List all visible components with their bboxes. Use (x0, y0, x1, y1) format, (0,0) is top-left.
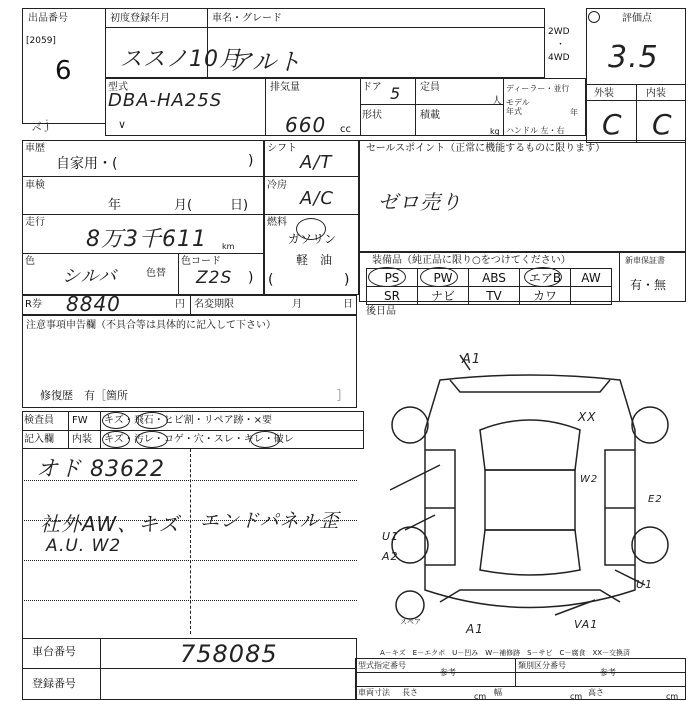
fuel-open: ( (268, 272, 274, 288)
mark-va1: VA1 (574, 618, 599, 631)
equip-empty (571, 287, 612, 305)
sales-points-label: セールスポイント（正常に機能するものに限ります） (366, 143, 606, 154)
fuel-diesel: 軽 油 (296, 253, 333, 267)
divider (190, 295, 191, 315)
divider (22, 176, 264, 177)
chassis-value: 758085 (180, 640, 278, 668)
car-damage-diagram (380, 340, 680, 650)
fw-items: キズ・飛石・ヒビ割・リペア跡・×要 (104, 415, 272, 426)
name-limit-day: 日 (343, 299, 353, 310)
divider (265, 78, 266, 136)
divider (22, 449, 23, 639)
form-label: 形状 (362, 110, 382, 121)
displacement-unit: cc (340, 124, 351, 135)
rear-right-wheel (632, 527, 668, 563)
divider (22, 668, 357, 669)
warranty-label: 新車保証書 (625, 256, 665, 265)
interior-grade: C (652, 108, 673, 141)
rear-window (480, 530, 580, 575)
length-cm: cm (474, 692, 487, 701)
car-body-outline (425, 375, 635, 608)
lot-label: 出品番号 (28, 13, 68, 24)
color-value: シルバ (62, 266, 118, 287)
ac-value: A/C (300, 188, 334, 209)
rating-label: 評価点 (622, 13, 652, 24)
sales-points-value: ゼロ売り (378, 190, 462, 214)
displacement-label: 排気量 (270, 82, 300, 93)
color-change-label: 色替 (146, 268, 166, 279)
color-close: ) (248, 270, 254, 286)
interior-check-label: 内装 (72, 434, 92, 445)
class-num-label: 類別区分番号 (518, 661, 566, 670)
doors-label: ドア (362, 82, 382, 93)
rating-value: 3.5 (608, 40, 659, 75)
inspection-year: 年 (108, 198, 122, 213)
fuel-label: 燃料 (267, 217, 287, 228)
vehicle-dims-label: 車両寸法 (358, 688, 390, 697)
inspection-month: 月( (174, 198, 193, 213)
mileage-unit: km (222, 242, 235, 251)
fw-label: FW (72, 415, 88, 426)
remark-line-3: A.U. W2 (46, 536, 122, 556)
divider (355, 672, 686, 673)
width-label: 幅 (494, 688, 502, 697)
divider (636, 84, 637, 143)
fw-scratch-circle-icon (102, 412, 130, 429)
int-dirt-circle-icon (136, 431, 168, 448)
damage-legend: A－キズ E－エクボ U－凹み W－補修跡 S－サビ C－腐食 XX－交換済 (380, 649, 631, 657)
mark-xx: XX (578, 410, 597, 424)
shift-value: A/T (300, 152, 333, 173)
recycle-label: R券 (25, 299, 42, 310)
front-left-wheel (392, 407, 428, 443)
inspector-label: 検査員 (24, 415, 54, 426)
load-label: 積載 (420, 110, 440, 121)
first-reg-value: ススノ10月 (120, 47, 242, 72)
equipment-label: 装備品（純正品に限り○をつけてください） (372, 255, 571, 266)
mark-w2: W2 (580, 474, 599, 485)
rating-circle-icon (588, 11, 600, 23)
divider (68, 411, 69, 449)
fuel-circle-icon (296, 218, 326, 240)
divider (415, 78, 416, 136)
fuel-close: ) (344, 272, 350, 288)
name-limit-label: 名変期限 (194, 299, 234, 310)
doors-value: 5 (390, 84, 402, 103)
int-scratch-circle-icon (102, 431, 130, 448)
mark-a2: A2 (382, 550, 399, 563)
divider (22, 253, 264, 254)
divider (264, 176, 359, 177)
mark-u1-right: U1 (636, 578, 654, 591)
remark-line-2: 社外AW、キズ (40, 512, 180, 536)
color-code-label: 色コード (181, 256, 221, 267)
lot-scribble: ペ゙ｊ (29, 118, 54, 137)
color-code-value: Z2S (196, 268, 233, 288)
windshield (480, 420, 580, 470)
displacement-value: 660 (285, 113, 327, 137)
notes-label: 注意事項申告欄（不具合等は具体的に記入して下さい） (26, 320, 276, 331)
handle-label: ハンドル 左・右 (506, 126, 565, 135)
model-year-label: モデル 年式 (506, 98, 530, 116)
equip-pw-circle-icon (420, 267, 458, 287)
front-bumper (450, 380, 610, 392)
equip-navi: ナビ (418, 287, 469, 305)
divider (100, 411, 101, 449)
recycle-unit: 円 (175, 299, 185, 310)
equip-leather: カワ (520, 287, 571, 305)
fw-chip-circle-icon (136, 412, 168, 429)
divider (355, 686, 686, 687)
mark-stroke (405, 515, 435, 530)
model-type-label: 型式 (108, 82, 128, 93)
capacity-label: 定員 (420, 82, 440, 93)
roof (485, 470, 575, 530)
divider (22, 214, 264, 215)
divider (503, 78, 504, 136)
exterior-grade: C (602, 108, 623, 141)
repair-label: 修復歴 有［箇所 (40, 389, 128, 402)
length-label: 長さ (402, 688, 418, 697)
model-tick: ∨ (118, 118, 128, 131)
divider (360, 104, 503, 105)
front-right-wheel (632, 407, 668, 443)
name-limit-month: 月 (292, 299, 302, 310)
equip-ps-circle-icon (368, 267, 406, 287)
equip-sr: SR (367, 287, 418, 305)
mark-a1-front: A1 (462, 352, 482, 367)
name-grade-label: 車名・グレード (212, 13, 282, 24)
recycle-value: 8840 (66, 292, 121, 316)
mark-a1-rear: A1 (466, 622, 484, 636)
equip-airbag: エアB (520, 269, 571, 287)
capacity-unit: 人 (492, 96, 502, 107)
drive-4wd: 4WD (548, 53, 570, 63)
divider (105, 27, 545, 28)
height-label: 高さ (588, 688, 604, 697)
interior-label: 内装 (646, 88, 666, 99)
lot-code: [2059] (26, 36, 56, 46)
width-cm: cm (570, 692, 583, 701)
model-type-value: DBA-HA25S (108, 90, 223, 111)
load-unit: kg (490, 127, 500, 136)
year-unit: 年 (570, 108, 578, 117)
equip-pw: PW (418, 269, 469, 287)
mark-e2: E2 (648, 494, 663, 505)
car-name-value: アルト (228, 48, 303, 76)
divider (178, 253, 179, 295)
history-close: ) (248, 153, 254, 169)
chassis-label: 車台番号 (32, 645, 76, 658)
height-cm: cm (666, 692, 679, 701)
history-value: 自家用・( (56, 156, 118, 172)
remark-line-1: オド 83622 (36, 457, 165, 482)
recorder-label: 記入欄 (24, 434, 54, 445)
divider (22, 600, 357, 601)
divider (190, 449, 191, 634)
int-wear-circle-icon (250, 431, 280, 448)
divider (22, 430, 364, 431)
history-label: 車歴 (25, 143, 45, 154)
ref-label-1: 参考 (440, 668, 456, 677)
remark-line-4: エンドパネル歪 (200, 510, 340, 532)
mark-stroke (390, 465, 440, 490)
mileage-value: 8万3千611 (86, 227, 207, 252)
warranty-value: 有・無 (630, 278, 667, 292)
color-label: 色 (25, 256, 35, 267)
mileage-label: 走行 (25, 217, 45, 228)
spare-tire (396, 591, 424, 619)
divider (360, 78, 361, 136)
lot-number: 6 (55, 56, 72, 86)
inspection-day: 日) (230, 198, 249, 213)
divider (515, 658, 516, 686)
inspection-label: 車検 (25, 180, 45, 191)
interior-items: キズ・汚レ・コゲ・穴・スレ・キレ・破レ (104, 434, 294, 445)
fuel-gas: ガソリン (288, 232, 337, 246)
ref-label-2: 参考 (600, 668, 616, 677)
equip-airbag-circle-icon (524, 267, 562, 287)
equip-abs: ABS (469, 269, 520, 287)
repair-close: ］ (337, 389, 348, 402)
ac-label: 冷房 (267, 180, 287, 191)
divider (264, 214, 359, 215)
equip-tv: TV (469, 287, 520, 305)
reg-label: 登録番号 (32, 677, 76, 690)
post-install-label: 後日品 (366, 306, 396, 317)
divider (619, 252, 620, 302)
shift-label: シフト (267, 143, 297, 154)
dealer-label: ディーラー・並行 (506, 84, 570, 93)
equip-ps: PS (367, 269, 418, 287)
equip-aw: AW (571, 269, 612, 287)
first-reg-label: 初度登録年月 (110, 13, 170, 24)
drive-2wd: 2WD (548, 27, 570, 37)
exterior-label: 外装 (594, 88, 614, 99)
mark-stroke (555, 600, 595, 615)
drive-dot: ・ (556, 40, 566, 50)
mark-u1-left: U1 (382, 530, 400, 543)
spare-label: スペア (400, 618, 421, 626)
divider (100, 638, 101, 700)
divider (22, 560, 357, 561)
type-num-label: 型式指定番号 (358, 661, 406, 670)
